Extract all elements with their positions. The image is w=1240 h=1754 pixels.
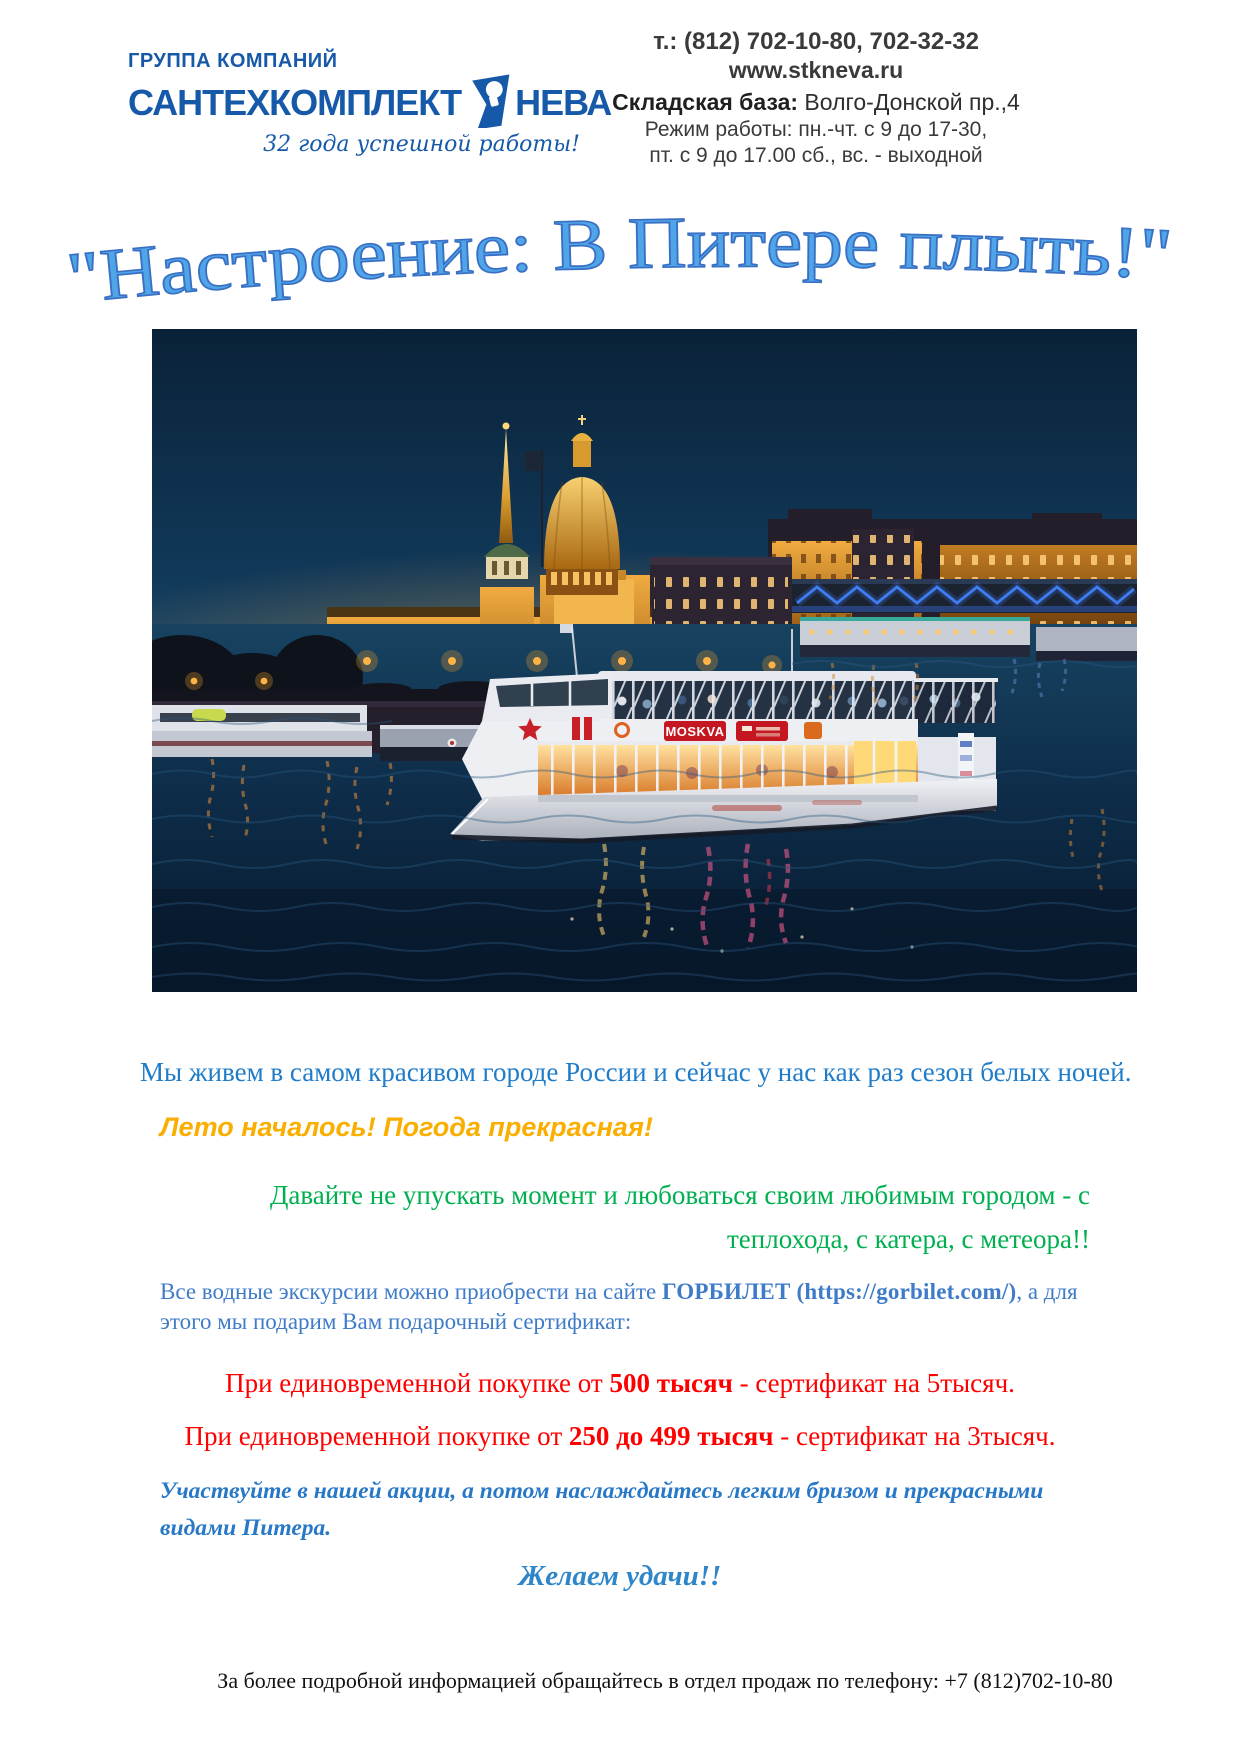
paragraph-action: Участвуйте в нашей акции, а потом наслаждайтесь легким бризом и прекрасными видами Питера. <box>160 1478 1044 1541</box>
photo-night-river-cruise <box>152 329 1137 992</box>
offer1-post: - сертификат на 5тысяч. <box>732 1368 1015 1398</box>
page-title-text: "Настроение: В Питере плыть!" <box>63 201 1171 319</box>
logo-brand-right: НЕВА <box>515 82 612 123</box>
neva-logo-icon <box>466 74 512 128</box>
logo-brand-row <box>128 74 612 132</box>
paragraph-invite-line2: теплохода, с катера, с метеора!! <box>727 1224 1090 1254</box>
paragraph-invite-line1: Давайте не упускать момент и любоваться своим любимым городом - с <box>269 1180 1090 1210</box>
warehouse-street: Волго-Донской пр.,4 <box>798 89 1020 115</box>
palace-bridge-blue-lights <box>792 579 1137 613</box>
offer2-amount: 250 до 499 тысяч <box>568 1421 774 1451</box>
working-hours-line1: Режим работы: пн.-чт. с 9 до 17-30, <box>644 118 988 141</box>
gorbilet-link[interactable]: ГОРБИЛЕТ (https://gorbilet.com/) <box>662 1279 1017 1304</box>
svg-text:"Настроение: В Питере плыть!" <box>63 201 1174 318</box>
warehouse-label: Складская база: <box>612 89 799 115</box>
paragraph-invite <box>150 1173 1090 1261</box>
logo-group-label: ГРУППА КОМПАНИЙ <box>128 50 338 72</box>
paragraph-tickets <box>160 1277 1100 1337</box>
offer1-amount: 500 тысяч <box>609 1368 733 1398</box>
offer1-pre: При единовременной покупке от <box>225 1368 610 1398</box>
offer2-pre: При единовременной покупке от <box>184 1421 569 1451</box>
footer-contact-line: За более подробной информацией обращайтесь в отдел продаж по телефону: +7 (812)702-10-80 <box>217 1668 1113 1693</box>
offer-250k <box>140 1421 1100 1452</box>
tickets-text-post: , а для этого мы подарим Вам подарочный сертификат: <box>160 1279 1078 1334</box>
company-logo <box>128 50 612 157</box>
paragraph-wish: Желаем удачи!! <box>518 1560 722 1592</box>
working-hours-line2: пт. с 9 до 17.00 сб., вс. - выходной <box>649 144 983 167</box>
paragraph-summer: Лето началось! Погода прекрасная! <box>160 1112 653 1142</box>
logo-brand-left: САНТЕХКОМПЛЕКТ <box>128 82 462 123</box>
paragraph-intro: Мы живем в самом красивом городе России и сейчас у нас как раз сезон белых ночей. <box>140 1057 1132 1087</box>
offer-500k <box>140 1368 1100 1399</box>
photo-illustration <box>152 329 1137 992</box>
phone-numbers: т.: (812) 702-10-80, 702-32-32 <box>653 28 979 55</box>
website-link[interactable]: www.stkneva.ru <box>728 57 904 83</box>
header-contacts <box>610 28 1022 168</box>
logo-tagline: 32 года успешной работы! <box>263 132 580 157</box>
tickets-text-pre: Все водные экскурсии можно приобрести на сайте <box>160 1279 662 1304</box>
moskva-sign-text: MOSKVA <box>665 724 725 739</box>
warehouse-address <box>610 89 1022 116</box>
page-title <box>0 185 1240 320</box>
offer2-post: - сертификат на 3тысяч. <box>773 1421 1056 1451</box>
